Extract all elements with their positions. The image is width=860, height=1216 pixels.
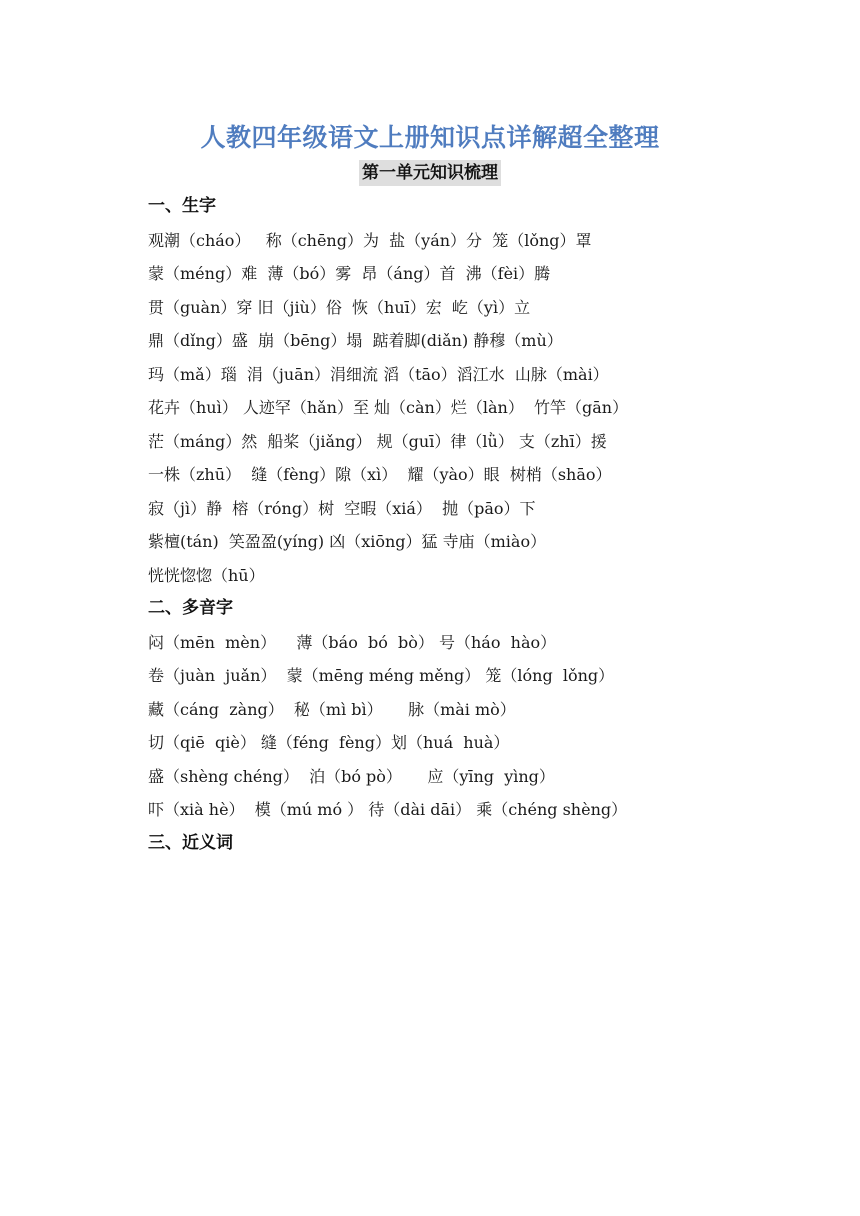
vocab-line: 恍恍惚惚（hū） — [148, 565, 265, 585]
section-heading: 二、多音字 — [148, 598, 233, 618]
section-heading: 三、近义词 — [148, 832, 233, 853]
polyphone-line: 吓（xià hè） 模（mú mó ） 待（dài dāi） 乘（chéng shèng） — [148, 800, 628, 819]
section-heading: 一、生字 — [148, 196, 216, 216]
polyphone-line: 藏（cáng zàng） 秘（mì bì） 脉（mài mò） — [148, 699, 516, 719]
vocab-line: 贯（guàn）穿 旧（jiù）俗 恢（huī）宏 屹（yì）立 — [148, 297, 531, 317]
vocab-line: 茫（máng）然 船桨（jiǎng） 规（guī）律（lǜ） 支（zhī）援 — [148, 431, 607, 451]
vocab-line: 紫檀(tán) 笑盈盈(yíng) 凶（xiōng）猛 寺庙（miào） — [148, 532, 547, 551]
document-content — [148, 190, 748, 860]
vocab-line: 一株（zhū） 缝（fèng）隙（xì） 耀（yào）眼 树梢（shāo） — [148, 465, 612, 484]
section-new-characters — [148, 190, 748, 592]
section-polyphonic-characters — [148, 592, 748, 827]
vocab-line: 观潮（cháo） 称（chēng）为 盐（yán）分 笼（lǒng）罩 — [148, 230, 592, 250]
section-synonyms — [148, 827, 748, 861]
document-title: 人教四年级语文上册知识点详解超全整理 — [200, 123, 660, 152]
vocab-line: 花卉（huì） 人迹罕（hǎn）至 灿（càn）烂（làn） 竹竿（gān） — [148, 398, 629, 417]
polyphone-line: 盛（shèng chéng） 泊（bó pò） 应（yīng yìng） — [148, 766, 555, 786]
vocab-line: 玛（mǎ）瑙 涓（juān）涓细流 滔（tāo）滔江水 山脉（mài） — [148, 364, 609, 384]
polyphone-line: 卷（juàn juǎn） 蒙（mēng méng měng） 笼（lóng lǒng） — [148, 666, 615, 685]
vocab-line: 鼎（dǐng）盛 崩（bēng）塌 踮着脚(diǎn) 静穆（mù） — [148, 331, 563, 350]
unit-title: 第一单元知识梳理 — [359, 160, 501, 186]
polyphone-line: 切（qiē qiè） 缝（féng fèng）划（huá huà） — [148, 733, 510, 752]
vocab-line: 蒙（méng）难 薄（bó）雾 昂（áng）首 沸（fèi）腾 — [148, 264, 551, 283]
polyphone-line: 闷（mēn mèn） 薄（báo bó bò） 号（háo hào） — [148, 632, 557, 652]
vocab-line: 寂（jì）静 榕（róng）树 空暇（xiá） 抛（pāo）下 — [148, 498, 536, 518]
unit-title-wrapper — [0, 160, 860, 186]
